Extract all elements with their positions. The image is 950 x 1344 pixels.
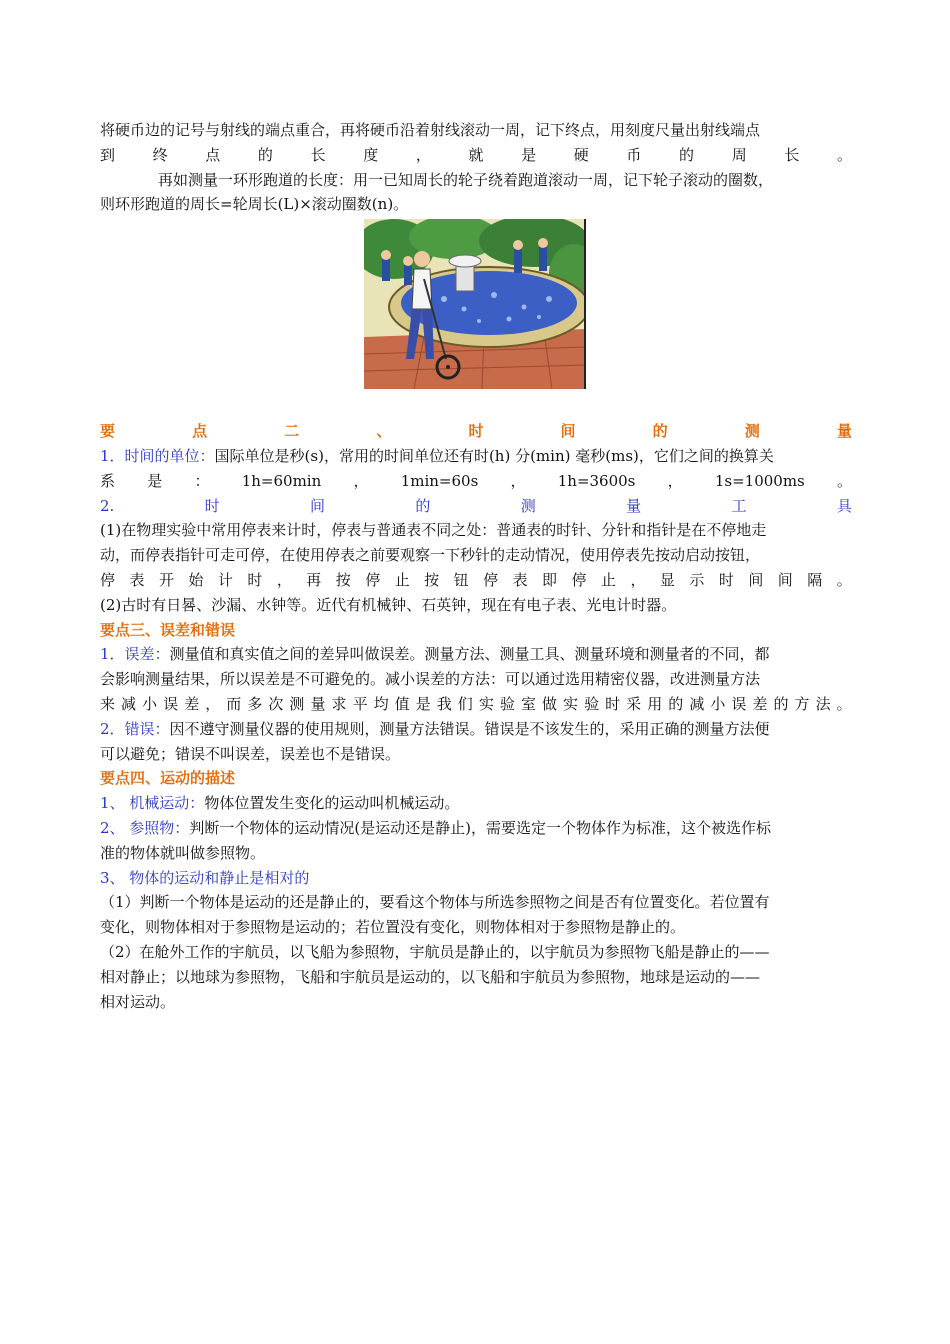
figure-container xyxy=(100,219,852,405)
time-unit-label: 1．时间的单位： xyxy=(100,446,215,465)
sec4-para-2-line-1: （2）在舱外工作的宇航员，以飞船为参照物，宇航员是静止的，以宇航员为参照物飞船是静止的—— xyxy=(100,942,770,961)
p1-line-2 xyxy=(100,143,852,168)
justified-token: 硬 xyxy=(573,145,589,164)
justified-token: 币 xyxy=(626,145,642,164)
sec2-para-1-line-2: 动，而停表指针可走可停，在使用停表之前要观察一下秒针的走动情况，使用停表先按动启动按钮， xyxy=(100,546,761,565)
justified-token: 1s=1000ms xyxy=(714,471,805,490)
justified-token: 测 xyxy=(289,694,305,713)
sec4-para-1-line-1: （1）判断一个物体是运动的还是静止的，要看这个物体与所选参照物之间是否有位置变化。若位置有 xyxy=(100,893,770,912)
error-text: 测量值和真实值之间的差异叫做误差。测量方法、测量工具、测量环境和测量者的不同，都 xyxy=(169,645,770,664)
justified-token: 的 xyxy=(257,145,273,164)
justified-token: 是 xyxy=(147,471,163,490)
justified-token: 时 xyxy=(718,570,734,589)
sec3-item-1-line-3 xyxy=(100,692,852,717)
justified-token: 到 xyxy=(100,145,116,164)
justified-token: 。 xyxy=(836,570,852,589)
sec3-item-2-line-1 xyxy=(100,717,852,742)
justified-token: 间 xyxy=(748,570,764,589)
p2-line-2: 则环形跑道的周长=轮周长(L)×滚动圈数(n)。 xyxy=(100,195,409,214)
mechanical-motion-text: 物体位置发生变化的运动叫机械运动。 xyxy=(204,794,460,813)
justified-token: 测 xyxy=(520,496,536,515)
justified-token: 止 xyxy=(394,570,410,589)
justified-token: 示 xyxy=(689,570,705,589)
justified-token: 的 xyxy=(773,694,789,713)
justified-token: 工 xyxy=(731,496,747,515)
justified-token: 减 xyxy=(689,694,705,713)
justified-token: 的 xyxy=(415,496,431,515)
justified-token: 的 xyxy=(652,422,668,441)
justified-token: 测 xyxy=(744,422,760,441)
justified-token: 的 xyxy=(668,694,684,713)
justified-token: 表 xyxy=(129,570,145,589)
justified-token: 停 xyxy=(483,570,499,589)
justified-token: 量 xyxy=(836,422,852,441)
mistake-label: 2．错误： xyxy=(100,719,170,738)
justified-token: 1min=60s xyxy=(400,471,479,490)
section-3-heading: 要点三、误差和错误 xyxy=(100,620,236,639)
sec3-item-1-line-2: 会影响测量结果，所以误差是不可避免的。减小误差的方法：可以通过选用精密仪器，改进测量方法 xyxy=(100,670,761,689)
justified-token: 再 xyxy=(306,570,322,589)
justified-token: 时 xyxy=(204,496,220,515)
section-4-heading: 要点四、运动的描述 xyxy=(100,769,236,788)
justified-token: 来 xyxy=(100,694,116,713)
justified-token: 差 xyxy=(752,694,768,713)
justified-token: 长 xyxy=(310,145,326,164)
sec3-item-1-line-1 xyxy=(100,642,852,667)
justified-token: 间 xyxy=(560,422,576,441)
justified-token: 是 xyxy=(521,145,537,164)
justified-token: 就 xyxy=(468,145,484,164)
justified-token: 系 xyxy=(100,471,116,490)
sec4-item-1 xyxy=(100,791,852,816)
justified-token: 要 xyxy=(100,422,116,441)
justified-token: 长 xyxy=(784,145,800,164)
sec2-para-2-line-1: (2)古时有日晷、沙漏、水钟等。近代有机械钟、石英钟，现在有电子表、光电计时器。 xyxy=(100,595,677,614)
mechanical-motion-label: 1、 机械运动： xyxy=(100,794,205,813)
justified-token: ， xyxy=(667,471,683,490)
justified-token: 。 xyxy=(836,694,852,713)
justified-token: 间 xyxy=(310,496,326,515)
sec2-item-1-line-1 xyxy=(100,444,852,469)
justified-token: 停 xyxy=(100,570,116,589)
fountain-wheel-illustration xyxy=(364,219,586,389)
justified-token: 时 xyxy=(605,694,621,713)
sec4-para-2-line-2: 相对静止；以地球为参照物，飞船和宇航员是运动的，以飞船和宇航员为参照物，地球是运动的—— xyxy=(100,967,761,986)
justified-token: ： xyxy=(194,471,210,490)
justified-token: 方 xyxy=(794,694,810,713)
justified-token: 按 xyxy=(424,570,440,589)
justified-token: 周 xyxy=(731,145,747,164)
justified-token: 即 xyxy=(542,570,558,589)
document-body xyxy=(100,118,852,1014)
justified-token: ， xyxy=(510,471,526,490)
justified-token: 止 xyxy=(600,570,616,589)
justified-token: 度 xyxy=(363,145,379,164)
justified-token: ， xyxy=(276,570,292,589)
justified-token: 隔 xyxy=(807,570,823,589)
time-unit-text: 国际单位是秒(s)，常用的时间单位还有时(h) 分(min) 毫秒(ms)，它们之间的换算关 xyxy=(214,446,774,465)
justified-token: 时 xyxy=(247,570,263,589)
sec3-item-2-line-2: 可以避免；错误不叫误差，误差也不是错误。 xyxy=(100,744,401,763)
justified-token: 次 xyxy=(268,694,284,713)
figure-border-line xyxy=(584,219,586,389)
justified-token: 验 xyxy=(499,694,515,713)
justified-token: ， xyxy=(415,145,431,164)
justified-token: 是 xyxy=(415,694,431,713)
justified-token: 均 xyxy=(373,694,389,713)
justified-token: 值 xyxy=(394,694,410,713)
sec2-item-1-line-2 xyxy=(100,469,852,494)
justified-token: 点 xyxy=(205,145,221,164)
justified-token: 。 xyxy=(836,145,852,164)
sec2-para-1-line-1: (1)在物理实验中常用停表来计时，停表与普通表不同之处：普通表的时针、分针和指针是在不停地走 xyxy=(100,521,767,540)
reference-object-text: 判断一个物体的运动情况(是运动还是静止)，需要选定一个物体作为标准，这个被选作标 xyxy=(189,818,772,837)
justified-token: 终 xyxy=(152,145,168,164)
justified-token: 实 xyxy=(478,694,494,713)
justified-token: 求 xyxy=(331,694,347,713)
justified-token: 的 xyxy=(679,145,695,164)
justified-token: 减 xyxy=(121,694,137,713)
justified-token: 表 xyxy=(512,570,528,589)
sec4-para-1-line-2: 变化，则物体相对于参照物是运动的；若位置没有变化，则物体相对于参照物是静止的。 xyxy=(100,918,686,937)
justified-token: 差 xyxy=(184,694,200,713)
sec2-para-1-line-3 xyxy=(100,568,852,593)
justified-token: 2. xyxy=(100,496,115,515)
justified-token: 量 xyxy=(626,496,642,515)
justified-token: 1h=60min xyxy=(241,471,322,490)
justified-token: 点 xyxy=(192,422,208,441)
justified-token: 具 xyxy=(836,496,852,515)
justified-token: 、 xyxy=(376,422,392,441)
justified-token: 计 xyxy=(217,570,233,589)
justified-token: ， xyxy=(205,694,221,713)
justified-token: 时 xyxy=(468,422,484,441)
justified-token: 1h=3600s xyxy=(557,471,636,490)
sec4-item-2-line-1 xyxy=(100,816,852,841)
justified-token: 钮 xyxy=(453,570,469,589)
justified-token: 显 xyxy=(659,570,675,589)
justified-token: 二 xyxy=(284,422,300,441)
justified-token: 做 xyxy=(541,694,557,713)
justified-token: 而 xyxy=(226,694,242,713)
reference-object-label: 2、 参照物： xyxy=(100,818,190,837)
justified-token: 误 xyxy=(731,694,747,713)
sec4-item-2-line-2: 准的物体就叫做参照物。 xyxy=(100,843,266,862)
justified-token: 小 xyxy=(710,694,726,713)
justified-token: 用 xyxy=(647,694,663,713)
justified-token: 小 xyxy=(142,694,158,713)
mistake-text: 因不遵守测量仪器的使用规则，测量方法错误。错误是不该发生的，采用正确的测量方法便 xyxy=(169,719,770,738)
p2-line-1: 再如测量一环形跑道的长度：用一已知周长的轮子绕着跑道滚动一周，记下轮子滚动的圈数， xyxy=(158,170,774,189)
justified-token: 始 xyxy=(188,570,204,589)
justified-token: 平 xyxy=(352,694,368,713)
justified-token: 我 xyxy=(436,694,452,713)
justified-token: 。 xyxy=(836,471,852,490)
justified-token: ， xyxy=(630,570,646,589)
justified-token: 多 xyxy=(247,694,263,713)
justified-token: 开 xyxy=(158,570,174,589)
sec4-item-3-heading: 3、 物体的运动和静止是相对的 xyxy=(100,868,310,887)
justified-token: 采 xyxy=(626,694,642,713)
justified-token: 们 xyxy=(457,694,473,713)
justified-token: 法 xyxy=(815,694,831,713)
justified-token: 按 xyxy=(335,570,351,589)
section-2-heading xyxy=(100,419,852,444)
justified-token: 室 xyxy=(520,694,536,713)
justified-token: 误 xyxy=(163,694,179,713)
justified-token: 量 xyxy=(310,694,326,713)
justified-token: 停 xyxy=(571,570,587,589)
justified-token: 停 xyxy=(365,570,381,589)
justified-token: 验 xyxy=(584,694,600,713)
sec4-para-2-line-3: 相对运动。 xyxy=(100,992,176,1011)
justified-token: ， xyxy=(353,471,369,490)
error-label: 1．误差： xyxy=(100,645,170,664)
p1-line-1: 将硬币边的记号与射线的端点重合，再将硬币沿着射线滚动一周，记下终点，用刻度尺量出射线端点 xyxy=(100,121,761,139)
justified-token: 实 xyxy=(563,694,579,713)
sec2-item-2-heading xyxy=(100,494,852,519)
justified-token: 间 xyxy=(777,570,793,589)
